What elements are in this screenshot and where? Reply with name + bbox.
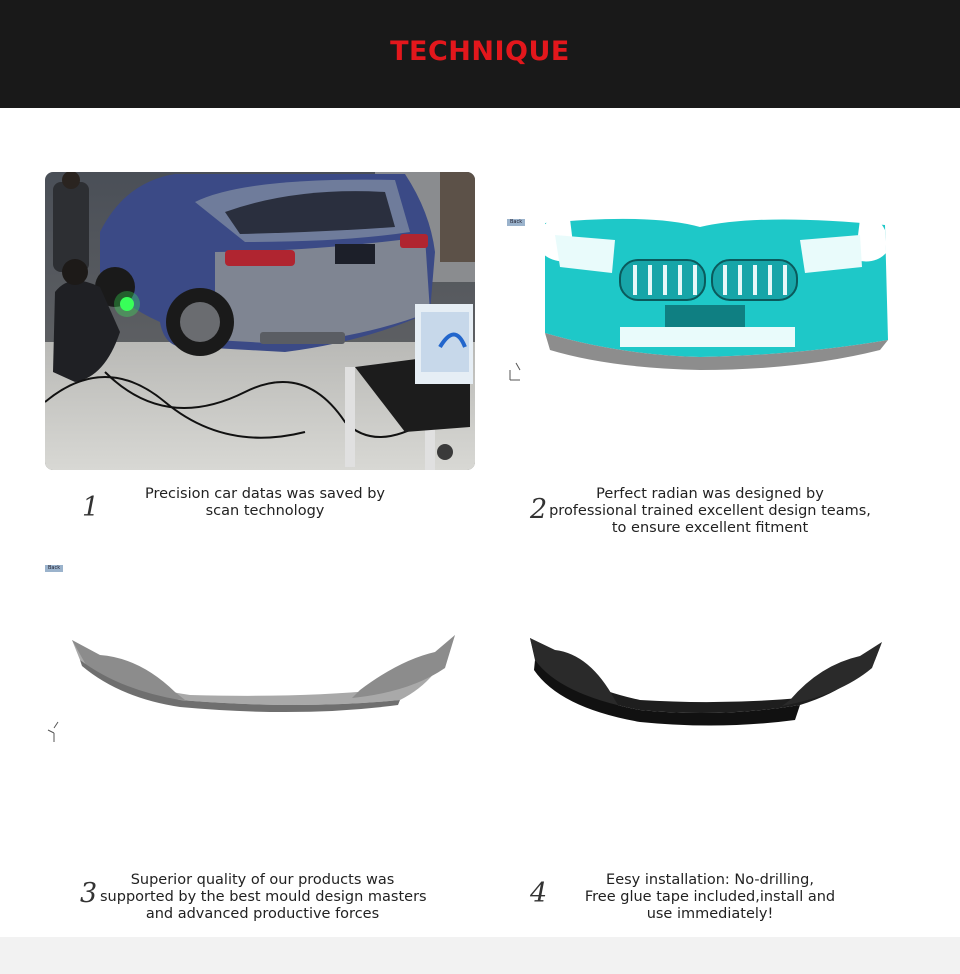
black-lip-product-image <box>520 620 900 740</box>
step-number-2: 2 <box>530 494 548 525</box>
step-caption-3 <box>100 872 425 923</box>
caption-line: Precision car datas was saved by <box>144 486 385 502</box>
header-banner <box>0 0 960 108</box>
footer-band <box>0 937 960 974</box>
scan-photo <box>45 172 475 470</box>
step-caption-2 <box>540 486 880 537</box>
back-button[interactable]: Back <box>45 565 63 572</box>
step-caption-4 <box>570 872 850 923</box>
back-button[interactable]: Back <box>507 219 525 226</box>
caption-line: use immediately! <box>646 906 774 922</box>
bumper-scan-image <box>500 205 900 395</box>
caption-line: and advanced productive forces <box>145 906 380 922</box>
page-title: TECHNIQUE <box>390 36 570 67</box>
step-caption-1 <box>115 486 415 520</box>
step-number-4: 4 <box>530 878 548 909</box>
caption-line: Perfect radian was designed by <box>596 486 824 502</box>
caption-line: Free glue tape included,install and <box>584 889 836 905</box>
caption-line: scan technology <box>205 503 325 519</box>
step-number-1: 1 <box>82 492 100 523</box>
caption-line: supported by the best mould design masters <box>100 889 427 905</box>
caption-line: Superior quality of our products was <box>130 872 395 888</box>
caption-line: professional trained excellent design teams, <box>549 503 871 519</box>
caption-line: to ensure excellent fitment <box>611 520 809 536</box>
step-number-3: 3 <box>80 878 98 909</box>
grey-lip-scan-image <box>40 560 470 760</box>
caption-line: Eesy installation: No-drilling, <box>606 872 814 888</box>
